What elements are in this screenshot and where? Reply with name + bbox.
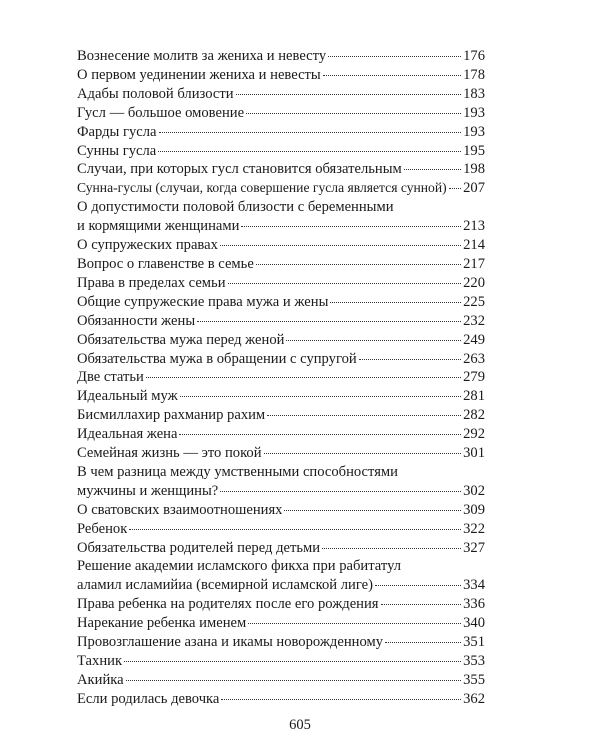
toc-entry <box>77 350 485 369</box>
toc-entry-title: Если родилась девочка <box>77 690 220 707</box>
dot-leader <box>124 660 461 662</box>
toc-entry <box>77 539 485 558</box>
toc-entry <box>77 66 485 85</box>
toc-entry-page: 214 <box>463 237 485 254</box>
dot-leader <box>322 547 461 549</box>
toc-entry <box>77 142 485 161</box>
dot-leader <box>264 452 462 454</box>
toc-entry-page: 176 <box>463 48 485 64</box>
toc-entry <box>77 614 485 633</box>
toc-entry-page: 302 <box>463 482 485 499</box>
dot-leader <box>256 263 461 265</box>
toc-entry-page: 217 <box>463 255 485 272</box>
toc-entry-page: 351 <box>463 634 485 651</box>
toc-entry <box>77 520 485 539</box>
toc-entry <box>77 633 485 652</box>
toc-entry-page: 282 <box>463 407 485 424</box>
dot-leader <box>323 74 461 76</box>
toc-entry <box>77 463 485 501</box>
toc-entry-page: 327 <box>463 539 485 556</box>
dot-leader <box>404 168 461 170</box>
toc-entry <box>77 331 485 350</box>
dot-leader <box>381 603 462 605</box>
toc-entry <box>77 557 485 595</box>
toc-entry <box>77 47 485 66</box>
toc-entry <box>77 160 485 179</box>
toc-entry-page: 232 <box>463 312 485 329</box>
toc-entry-title-line1: Решение академии исламского фикха при рабитатул <box>77 558 402 575</box>
toc-entry-page: 213 <box>463 218 485 235</box>
toc-entry-title-line2: аламил исламийиа (всемирной исламской лиге) <box>77 577 373 594</box>
toc-entry-title: Вопрос о главенстве в семье <box>77 255 254 272</box>
toc-entry-title: Две статьи <box>77 369 144 386</box>
toc-entry-title: Акийка <box>77 671 124 688</box>
toc-entry-page: 195 <box>463 142 485 159</box>
toc-entry-page: 309 <box>463 501 485 518</box>
dot-leader <box>197 320 461 322</box>
toc-entry-page: 340 <box>463 615 485 632</box>
dot-leader <box>241 225 461 227</box>
toc-entry <box>77 312 485 331</box>
dot-leader <box>286 339 461 341</box>
toc-entry-page: 336 <box>463 596 485 613</box>
toc-entry-page: 279 <box>463 369 485 386</box>
toc-entry-title: Провозглашение азана и икамы новорожденному <box>77 634 383 651</box>
toc-entry-page: 334 <box>463 577 485 594</box>
toc-entry-title: Случаи, при которых гусл становится обязательным <box>77 161 402 178</box>
toc-entry-title-line1: О допустимости половой близости с беременными <box>77 199 394 216</box>
toc-entry-page: 193 <box>463 123 485 140</box>
dot-leader <box>220 490 461 492</box>
toc-entry-title-line1: В чем разница между умственными способностями <box>77 463 398 480</box>
toc-entry <box>77 368 485 387</box>
toc-entry-title: Нарекание ребенка именем <box>77 615 247 632</box>
toc-entry <box>77 255 485 274</box>
toc-entry-page: 198 <box>463 161 485 178</box>
table-of-contents <box>77 47 485 709</box>
dot-leader <box>359 358 461 360</box>
toc-entry-page: 322 <box>463 520 485 537</box>
toc-entry <box>77 387 485 406</box>
toc-entry-title-line2: мужчины и женщины? <box>77 482 219 499</box>
toc-entry-title: О супружеских правах <box>77 237 218 254</box>
toc-entry-page: 301 <box>463 445 485 462</box>
toc-entry-page: 362 <box>463 690 485 707</box>
toc-entry-page: 207 <box>463 180 485 197</box>
dot-leader <box>180 395 461 397</box>
toc-entry-title: Фарды гусла <box>77 123 157 140</box>
toc-entry <box>77 274 485 293</box>
dot-leader <box>267 414 461 416</box>
toc-entry-page: 249 <box>463 331 485 348</box>
toc-entry-title: Права ребенка на родителях после его рождения <box>77 596 379 613</box>
toc-entry-title: Ребенок <box>77 520 128 537</box>
toc-entry-title: О первом уединении жениха и невесты <box>77 66 321 83</box>
toc-entry <box>77 406 485 425</box>
dot-leader <box>236 93 462 95</box>
dot-leader <box>126 679 462 681</box>
toc-entry <box>77 236 485 255</box>
toc-entry-page: 225 <box>463 293 485 310</box>
toc-entry-title: Бисмиллахир рахманир рахим <box>77 407 266 424</box>
dot-leader <box>330 301 461 303</box>
toc-entry-page: 355 <box>463 671 485 688</box>
toc-entry <box>77 671 485 690</box>
dot-leader <box>284 509 461 511</box>
dot-leader <box>385 641 461 643</box>
toc-entry <box>77 85 485 104</box>
toc-entry-title-line2: и кормящими женщинами <box>77 218 240 235</box>
toc-entry <box>77 595 485 614</box>
toc-entry-title: Обязательства родителей перед детьми <box>77 539 321 556</box>
dot-leader <box>228 282 462 284</box>
toc-entry-title: Тахник <box>77 653 123 669</box>
toc-entry-title: Права в пределах семьи <box>77 274 226 291</box>
toc-entry-title: Обязанности жены <box>77 312 196 329</box>
toc-entry-page: 292 <box>463 426 485 443</box>
toc-entry-title: Обязательства мужа перед женой <box>77 331 285 348</box>
dot-leader <box>328 55 461 57</box>
toc-entry <box>77 690 485 709</box>
toc-entry <box>77 425 485 444</box>
toc-entry-title: Идеальный муж <box>77 388 178 405</box>
toc-entry <box>77 104 485 123</box>
toc-entry-page: 353 <box>463 653 485 669</box>
dot-leader <box>179 433 461 435</box>
toc-entry <box>77 293 485 312</box>
toc-entry <box>77 179 485 198</box>
dot-leader <box>220 244 461 246</box>
toc-entry-title: Общие супружеские права мужа и жены <box>77 293 329 310</box>
toc-entry <box>77 501 485 520</box>
toc-entry-title: Сунна-гуслы (случаи, когда совершение гусла является сунной) <box>77 180 447 196</box>
toc-entry-title: Семейная жизнь — это покой <box>77 445 262 462</box>
page-number: 605 <box>289 717 311 733</box>
dot-leader <box>246 112 461 114</box>
toc-entry <box>77 652 485 671</box>
toc-entry-title: О сватовских взаимоотношениях <box>77 501 283 518</box>
toc-entry-title: Вознесение молитв за жениха и невесту <box>77 48 327 64</box>
toc-entry <box>77 198 485 236</box>
toc-entry-title: Адабы половой близости <box>77 85 234 102</box>
dot-leader <box>146 376 461 378</box>
dot-leader <box>375 584 461 586</box>
dot-leader <box>159 131 462 133</box>
dot-leader <box>158 150 461 152</box>
dot-leader <box>221 698 461 700</box>
toc-entry-page: 193 <box>463 104 485 121</box>
dot-leader <box>248 622 461 624</box>
toc-entry-title: Сунны гусла <box>77 142 157 159</box>
toc-entry-page: 183 <box>463 85 485 102</box>
toc-entry-page: 178 <box>463 66 485 83</box>
toc-entry <box>77 123 485 142</box>
toc-entry-page: 281 <box>463 388 485 405</box>
toc-entry-page: 220 <box>463 274 485 291</box>
toc-entry-title: Обязательства мужа в обращении с супругой <box>77 350 357 367</box>
dot-leader <box>449 187 461 189</box>
dot-leader <box>129 528 461 530</box>
toc-entry-title: Идеальная жена <box>77 426 178 443</box>
toc-entry-title: Гусл — большое омовение <box>77 104 245 121</box>
toc-entry-page: 263 <box>463 350 485 367</box>
toc-entry <box>77 444 485 463</box>
